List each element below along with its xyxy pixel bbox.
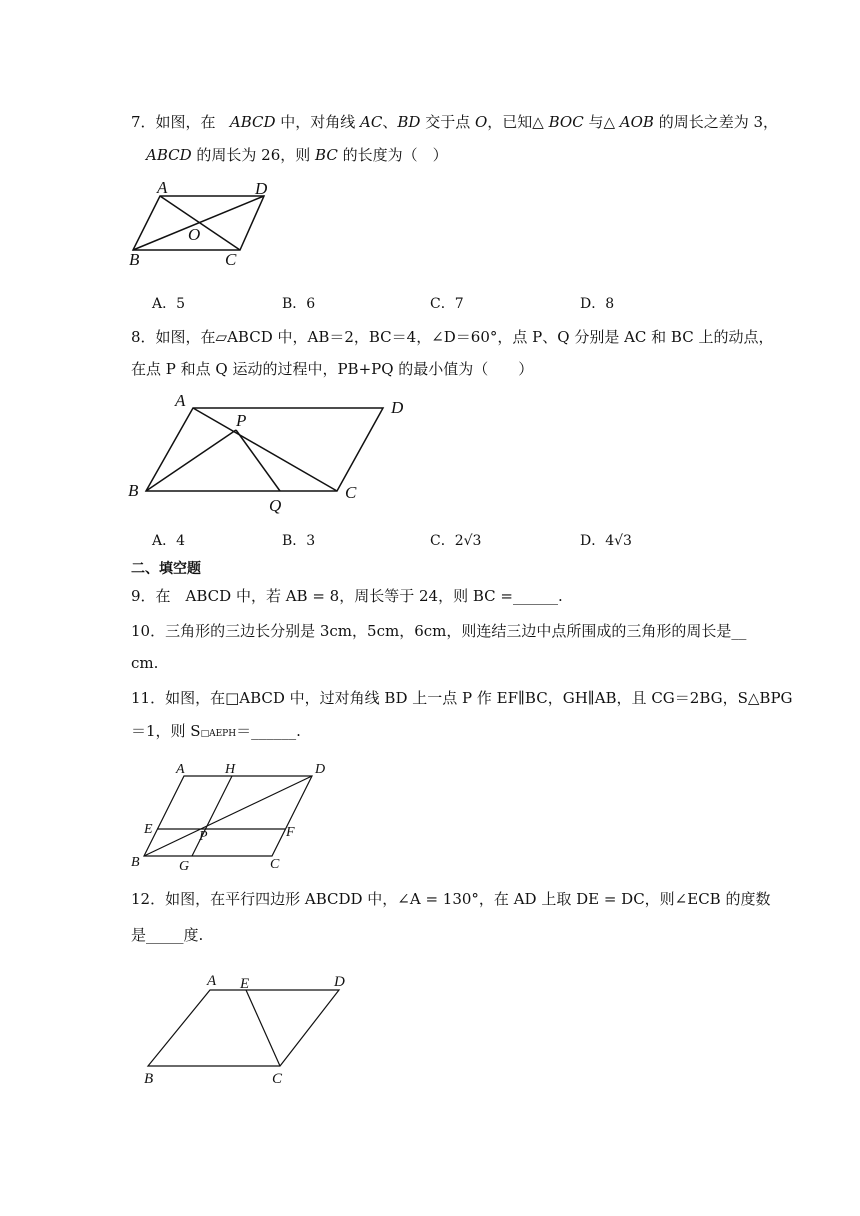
q7-choice-b: B．6 [282, 296, 316, 312]
q7-label-O: O [188, 225, 201, 244]
q12-line-2: 是_____度. [131, 926, 204, 944]
q7-label-C: C [225, 250, 237, 269]
q12-label-D: D [334, 974, 345, 990]
q7-label-B: B [129, 250, 140, 269]
q12-line-1: 12．如图，在平行四边形 ABCDD 中，∠A = 130°，在 AD 上取 DE = DC，则∠ECB 的度数 [131, 890, 771, 908]
q7-choice-a: A．5 [152, 296, 186, 312]
q11-label-P: P [199, 829, 208, 844]
q8-label-D: D [391, 398, 404, 417]
q8-choice-d: D．4√3 [580, 533, 632, 549]
q8-choice-a: A．4 [152, 533, 186, 549]
q12-label-A: A [207, 973, 217, 989]
q8-label-B: B [128, 481, 139, 500]
q7-label-D: D [255, 179, 268, 198]
q8-line-2: 在点 P 和点 Q 运动的过程中，PB+PQ 的最小值为（ ） [131, 360, 534, 378]
q11-label-G: G [179, 859, 190, 874]
q8-line-1: 8．如图，在▱ABCD 中，AB＝2，BC＝4，∠D＝60°，点 P、Q 分别是 AC 和 BC 上的动点， [131, 328, 774, 346]
q8-label-Q: Q [269, 496, 282, 515]
q9-line: 9．在 ABCD 中，若 AB = 8，周长等于 24，则 BC =______. [131, 587, 563, 605]
q8-label-C: C [345, 483, 357, 502]
q12-label-C: C [272, 1071, 283, 1087]
q7-choice-c: C．7 [430, 296, 464, 312]
section-title-fill-in: 二、填空题 [131, 561, 201, 577]
q8-label-P: P [236, 411, 247, 430]
q7-choice-d: D．8 [580, 296, 615, 312]
q7-line-1: 7．如图，在 ABCD 中，对角线 AC、BD 交于点 O，已知△ BOC 与△ AOB 的周长之差为 3， [131, 113, 779, 131]
q11-label-A: A [176, 762, 185, 777]
q11-label-B: B [131, 855, 140, 870]
q11-line-2: ＝1，则 S□AEPH＝______. [131, 722, 301, 740]
q11-label-F: F [286, 825, 295, 840]
q11-label-C: C [270, 857, 280, 872]
q11-label-E: E [144, 822, 153, 837]
q7-line-2: ABCD 的周长为 26，则 BC 的长度为（ ） [146, 146, 448, 164]
q12-label-B: B [144, 1071, 154, 1087]
q10-line-1: 10．三角形的三边长分别是 3cm，5cm，6cm，则连结三边中点所围成的三角形的周长是__ [131, 622, 747, 640]
q8-choice-c: C．2√3 [430, 533, 482, 549]
q11-label-H: H [225, 762, 236, 777]
q8-label-A: A [175, 391, 186, 410]
q7-label-A: A [157, 178, 168, 197]
q10-line-2: cm. [131, 654, 159, 672]
q8-choice-b: B．3 [282, 533, 316, 549]
q12-label-E: E [240, 976, 250, 992]
q11-line-1: 11．如图，在□ABCD 中，过对角线 BD 上一点 P 作 EF∥BC，GH∥AB，且 CG＝2BG，S△BPG [131, 689, 793, 707]
q11-label-D: D [315, 762, 326, 777]
